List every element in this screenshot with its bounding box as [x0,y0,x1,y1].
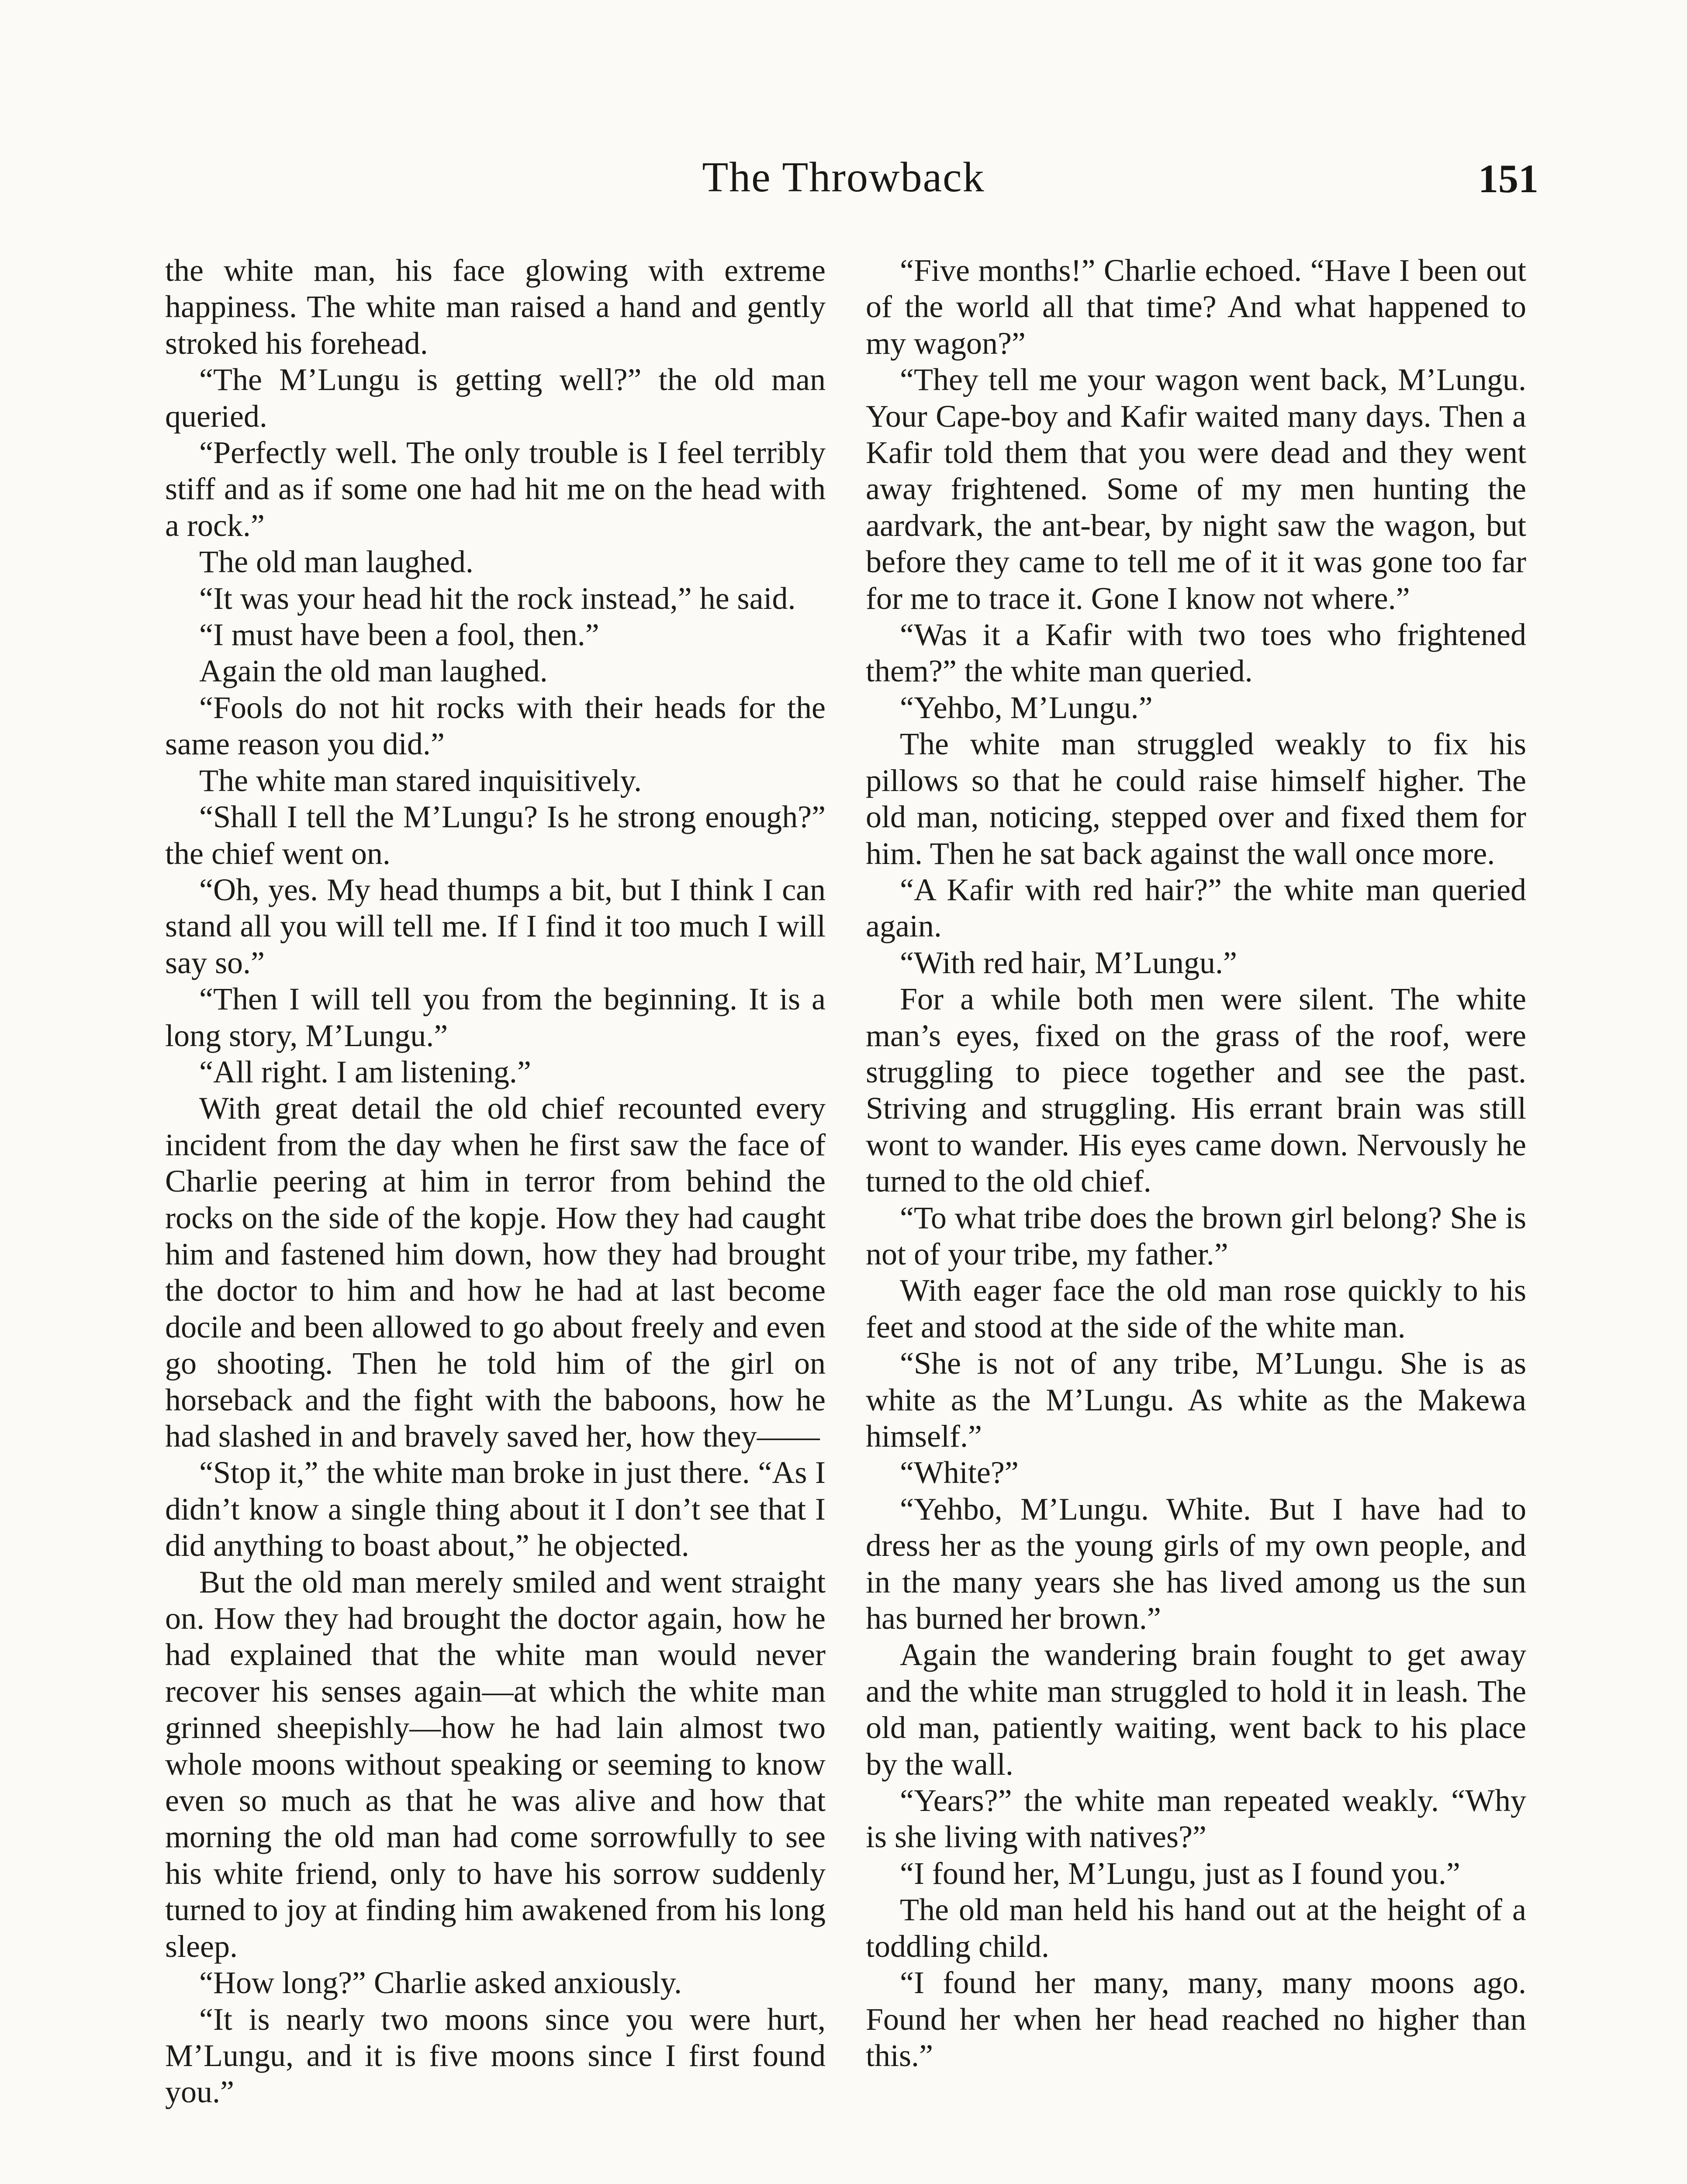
paragraph: “Yehbo, M’Lungu. White. But I have had to dress her as the young girls of my own people, and in the many years she has lived among us the sun has burned her brown.” [866,1491,1526,1636]
paragraph: “Perfectly well. The only trouble is I feel terribly stiff and as if some one had hit me on the head with a rock.” [165,435,826,543]
paragraph: With eager face the old man rose quickly to his feet and stood at the side of the white man. [866,1273,1526,1344]
paragraph: “All right. I am listening.” [199,1054,531,1089]
paragraph: “With red hair, M’Lungu.” [900,945,1237,980]
paragraph: “Years?” the white man repeated weakly. “Why is she living with natives?” [866,1783,1526,1855]
paragraph: the white man, his face glowing with extreme happiness. The white man raised a hand and gently stroked his forehead. [165,253,826,361]
paragraph: “It was your head hit the rock instead,” he said. [199,581,796,616]
paragraph: “They tell me your wagon went back, M’Lungu. Your Cape-boy and Kafir waited many days. Then a Kafir told them that you were dead and they went away frightened. Some of my men hunting the aardvark, the ant-bear, by night saw the wagon, but before they came to tell me of it it was gone too far for me to trace it. Gone I know not where.” [866,362,1526,616]
paragraph: “Five months!” Charlie echoed. “Have I been out of the world all that time? And what happened to my wagon?” [866,253,1526,361]
page-number: 151 [1478,156,1538,201]
paragraph: “Shall I tell the M’Lungu? Is he strong enough?” the chief went on. [165,799,826,871]
paragraph: “I found her, M’Lungu, just as I found you.” [900,1856,1460,1891]
right-column [866,252,1526,2074]
paragraph: For a while both men were silent. The white man’s eyes, fixed on the grass of the roof, were struggling to piece together and see the past. Striving and struggling. His errant brain was still wont to wander. His eyes came down. Nervously he turned to the old chief. [866,981,1526,1199]
paragraph: Again the wandering brain fought to get away and the white man struggled to hold it in leash. The old man, patiently waiting, went back to his place by the wall. [866,1637,1526,1782]
paragraph: “It is nearly two moons since you were hurt, M’Lungu, and it is five moons since I first found you.” [165,2001,826,2110]
left-column [165,252,826,2111]
paragraph: “To what tribe does the brown girl belong? She is not of your tribe, my father.” [866,1200,1526,1272]
paragraph: Again the old man laughed. [199,653,548,689]
paragraph: “Yehbo, M’Lungu.” [900,690,1153,725]
paragraph: “How long?” Charlie asked anxiously. [199,1965,682,2001]
running-title: The Throwback [702,154,985,201]
paragraph: The white man stared inquisitively. [199,763,642,798]
paragraph: “Was it a Kafir with two toes who frightened them?” the white man queried. [866,617,1526,689]
paragraph: The old man laughed. [199,544,474,580]
paragraph: “Fools do not hit rocks with their heads for the same reason you did.” [165,690,826,762]
paragraph: “A Kafir with red hair?” the white man queried again. [866,872,1526,944]
paragraph: “Stop it,” the white man broke in just there. “As I didn’t know a single thing about it I don’t see that I did anything to boast about,” he objected. [165,1455,826,1563]
paragraph: “Then I will tell you from the beginning. It is a long story, M’Lungu.” [165,981,826,1053]
paragraph: “White?” [900,1455,1019,1490]
paragraph: “Oh, yes. My head thumps a bit, but I think I can stand all you will tell me. If I find it too much I will say so.” [165,872,826,980]
paragraph: The old man held his hand out at the height of a toddling child. [866,1892,1526,1964]
paragraph: “I found her many, many, many moons ago. Found her when her head reached no higher than this.” [866,1965,1526,2073]
paragraph: “I must have been a fool, then.” [199,617,599,653]
paragraph: “She is not of any tribe, M’Lungu. She is as white as the M’Lungu. As white as the Makewa himself.” [866,1346,1526,1454]
paragraph: The white man struggled weakly to fix his pillows so that he could raise himself higher. The old man, noticing, stepped over and fixed them for him. Then he sat back against the wall once more. [866,726,1526,871]
paragraph: With great detail the old chief recounted every incident from the day when he first saw the face of Charlie peering at him in terror from behind the rocks on the side of the kopje. How they had caught him and fastened him down, how they had brought the doctor to him and how he had at last become docile and been allowed to go about freely and even go shooting. Then he told him of the girl on horseback and the fight with the baboons, how he had slashed in and bravely saved her, how they—— [165,1091,826,1454]
paragraph: But the old man merely smiled and went straight on. How they had brought the doctor again, how he had explained that the white man would never recover his senses again—at which the white man grinned sheepishly—how he had lain almost two whole moons without speaking or seeming to know even so much as that he was alive and how that morning the old man had come sorrowfully to see his white friend, only to have his sorrow suddenly turned to joy at finding him awakened from his long sleep. [165,1564,826,1964]
paragraph: “The M’Lungu is getting well?” the old man queried. [165,362,826,434]
